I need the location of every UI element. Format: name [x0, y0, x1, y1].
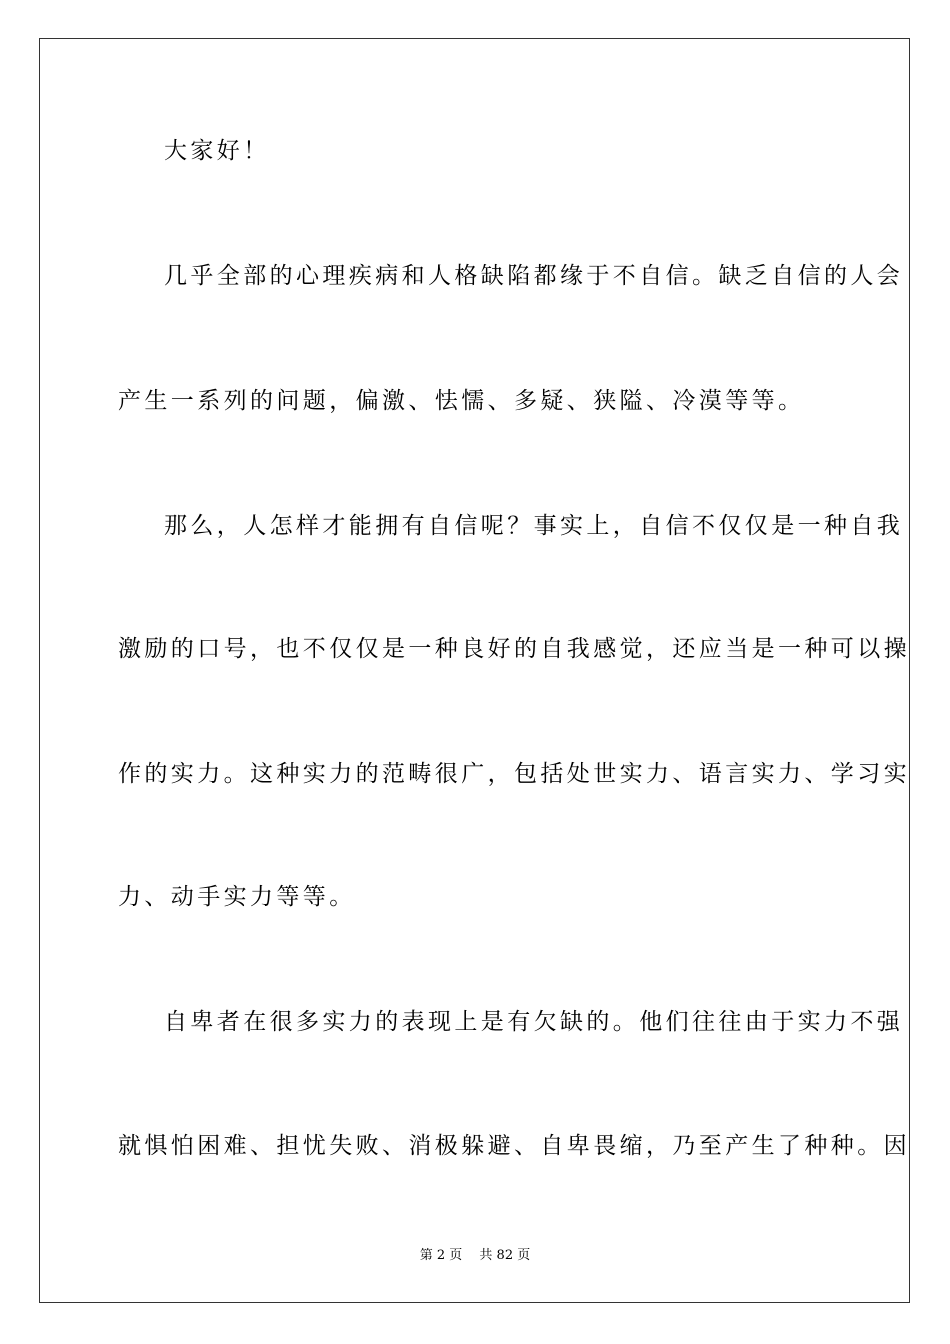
paragraph-line: 力、动手实力等等。 [118, 884, 356, 910]
paragraph-line: 激励的口号，也不仅仅是一种良好的自我感觉，还应当是一种可以操 [118, 636, 910, 662]
page-border [39, 38, 910, 1303]
paragraph-line: 几乎全部的心理疾病和人格缺陷都缘于不自信。缺乏自信的人会 [164, 263, 904, 289]
paragraph-line: 就惧怕困难、担忧失败、消极躲避、自卑畏缩，乃至产生了种种。因 [118, 1133, 910, 1159]
greeting-line: 大家好！ [164, 138, 270, 164]
paragraph-line: 那么，人怎样才能拥有自信呢？事实上，自信不仅仅是一种自我 [164, 513, 904, 539]
page-number-footer: 第 2 页 共 82 页 [419, 1248, 531, 1263]
paragraph-line: 作的实力。这种实力的范畴很广，包括处世实力、语言实力、学习实 [118, 761, 910, 787]
paragraph-line: 产生一系列的问题，偏激、怯懦、多疑、狭隘、冷漠等等。 [118, 388, 805, 414]
paragraph-line: 自卑者在很多实力的表现上是有欠缺的。他们往往由于实力不强 [164, 1009, 904, 1035]
